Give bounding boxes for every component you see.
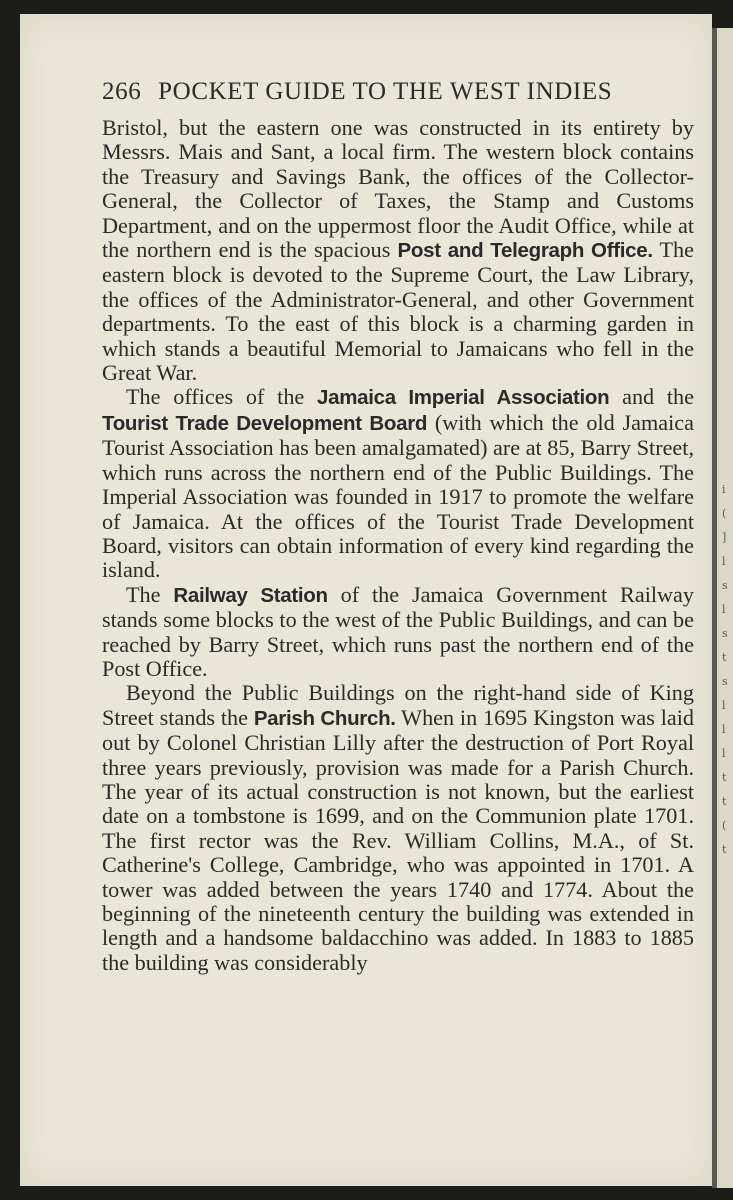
bold-heading-term: Jamaica Imperial Association bbox=[317, 386, 610, 410]
bold-heading-term: Parish Church. bbox=[253, 706, 396, 730]
book-title: POCKET GUIDE TO THE WEST INDIES bbox=[158, 78, 613, 105]
bold-heading-term: Tourist Trade Development Board bbox=[102, 411, 428, 435]
page-gutter-shadow bbox=[712, 28, 717, 1188]
text-run: of the Jamaica Government Railway stands some blocks to the west of the Public Buildings, and can be reached by Barry Street, which runs past the northern end of the Post Office. bbox=[102, 581, 694, 681]
edge-letter: t bbox=[722, 651, 727, 664]
text-run: Beyond the Public Buildings on the right-hand side of King Street stands the bbox=[102, 680, 694, 730]
edge-letter: ( bbox=[722, 507, 727, 520]
running-head bbox=[102, 78, 668, 106]
bold-heading-term: Railway Station bbox=[173, 583, 328, 607]
paragraph bbox=[102, 116, 694, 385]
text-run: The eastern block is devoted to the Supreme Court, the Law Library, the offices of the Administrator-General, and other Government departments. To the east of this block is a charming garden in which stands a beautiful Memorial to Jamaicans who fell in the Great War. bbox=[102, 237, 694, 386]
edge-letter: s bbox=[722, 579, 728, 592]
edge-letter: t bbox=[722, 843, 727, 856]
edge-letter: l bbox=[722, 555, 726, 568]
edge-letter: ( bbox=[722, 819, 727, 832]
edge-letter: l bbox=[722, 699, 726, 712]
edge-letter: s bbox=[722, 627, 728, 640]
edge-letter: i bbox=[722, 483, 726, 496]
text-run: The bbox=[126, 581, 174, 607]
body-text bbox=[102, 116, 694, 975]
edge-letter: t bbox=[722, 771, 727, 784]
edge-letter: l bbox=[722, 723, 726, 736]
edge-letter: t bbox=[722, 795, 727, 808]
text-run: and the bbox=[609, 384, 694, 410]
next-page-edge-letters bbox=[722, 478, 732, 862]
edge-letter: s bbox=[722, 675, 728, 688]
text-run: Bristol, but the eastern one was constructed in its entirety by Messrs. Mais and Sant, a local firm. The western block contains the Treasury and Savings Bank, the offices of the Collector-General, the Collector of Taxes, the Stamp and Customs Department, and on the uppermost floor the Audit Office, while at the northern end is the spacious bbox=[102, 115, 694, 263]
paragraph bbox=[102, 583, 694, 682]
text-run: (with which the old Jamaica Tourist Association has been amalgamated) are at 85, Barry Street, which runs across the northern end of the Public Buildings. The Imperial Association was founded in 1917 to promote the welfare of Jamaica. At the offices of the Tourist Trade Development Board, visitors can obtain information of every kind regarding the island. bbox=[102, 409, 694, 583]
edge-letter: l bbox=[722, 747, 726, 760]
next-page-edge bbox=[712, 28, 733, 1188]
page-number: 266 bbox=[102, 78, 142, 105]
text-run: The offices of the bbox=[126, 384, 317, 410]
text-run: When in 1695 Kingston was laid out by Colonel Christian Lilly after the destruction of Port Royal three years previously, provision was made for a Parish Church. The year of its actual construction is not known, but the earliest date on a tombstone is 1699, and on the Communion plate 1701. The first rector was the Rev. William Collins, M.A., of St. Catherine's College, Cambridge, who was appointed in 1701. A tower was added between the years 1740 and 1774. About the beginning of the nineteenth century the building was extended in length and a handsome baldacchino was added. In 1883 to 1885 the building was considerably bbox=[102, 704, 694, 975]
edge-letter: l bbox=[722, 603, 726, 616]
edge-letter: ] bbox=[722, 531, 727, 544]
paragraph bbox=[102, 681, 694, 975]
bold-heading-term: Post and Telegraph Office. bbox=[397, 239, 653, 263]
paragraph bbox=[102, 385, 694, 582]
